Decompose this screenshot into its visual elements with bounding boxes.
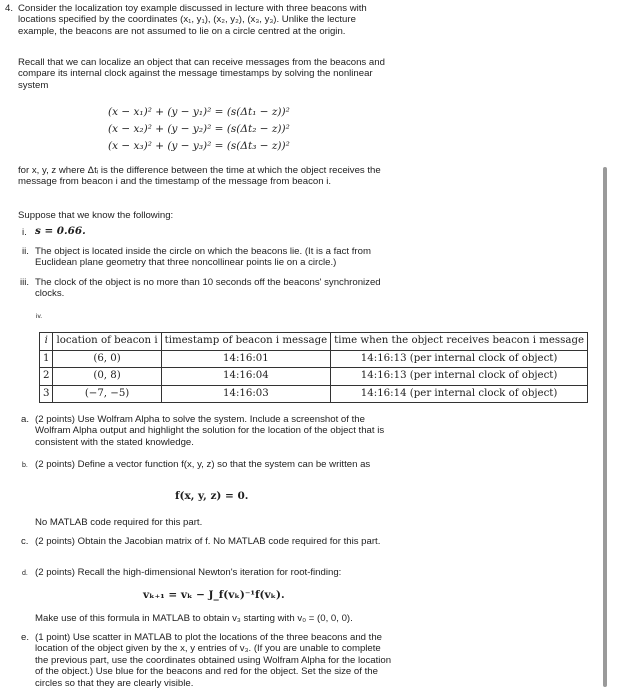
table-cell: 14:16:14 (per internal clock of object) xyxy=(331,385,588,403)
table-header-cell: i xyxy=(40,333,53,351)
part-c-text: (2 points) Obtain the Jacobian matrix of f. No MATLAB code required for this part. xyxy=(35,536,381,547)
table-cell: (0, 8) xyxy=(53,368,161,386)
part-marker: c. xyxy=(21,536,29,547)
fact-marker: ii. xyxy=(22,246,29,257)
part-marker: d. xyxy=(22,570,28,577)
variables-description: for x, y, z where Δtᵢ is the difference between the time at which the object receives the message from beacon i and the timestamp of the message from beacon i. xyxy=(18,165,381,188)
table-cell: 3 xyxy=(40,385,53,403)
table-row xyxy=(40,385,588,403)
table-row xyxy=(40,350,588,368)
table-cell: 14:16:13 (per internal clock of object) xyxy=(331,350,588,368)
table-cell: (6, 0) xyxy=(53,350,161,368)
newton-formula: vₖ₊₁ = vₖ − J_f(vₖ)⁻¹f(vₖ). xyxy=(143,589,285,601)
vertical-scrollbar[interactable] xyxy=(603,167,607,687)
table-row xyxy=(40,368,588,386)
fact-marker: iv. xyxy=(36,313,43,320)
fact-marker: i. xyxy=(22,227,27,238)
fact-marker: iii. xyxy=(20,277,30,288)
table-cell: 14:16:04 xyxy=(161,368,331,386)
fact-item: The clock of the object is no more than 10 seconds off the beacons' synchronized clocks. xyxy=(35,277,381,300)
part-marker: e. xyxy=(21,632,30,643)
equation-1: (x − x₁)² + (y − y₁)² = (s(Δt₁ − z))² xyxy=(108,106,290,118)
table-cell: 14:16:13 (per internal clock of object) xyxy=(331,368,588,386)
part-marker: a. xyxy=(21,414,30,425)
suppose-heading: Suppose that we know the following: xyxy=(18,210,174,221)
question-intro: Consider the localization toy example discussed in lecture with three beacons with locations specified by the coordinates (x₁, y₁), (x₂, y₂), (x₃, y₃). Unlike the lecture example, the beacons are not assumed to lie on a circle centred at the origin. xyxy=(18,3,367,37)
equation-2: (x − x₂)² + (y − y₂)² = (s(Δt₂ − z))² xyxy=(108,123,290,135)
part-b-text: (2 points) Define a vector function f(x, y, z) so that the system can be written as xyxy=(35,459,371,470)
recall-paragraph: Recall that we can localize an object that can receive messages from the beacons and compare its internal clock against the message timestamps by solving the nonlinear system xyxy=(18,57,385,91)
beacon-table xyxy=(39,332,588,403)
table-cell: 2 xyxy=(40,368,53,386)
part-a-text: (2 points) Use Wolfram Alpha to solve the system. Include a screenshot of the Wolfram Alpha output and highlight the solution for the location of the object that is consistent with the stated knowledge. xyxy=(35,414,385,448)
part-d-text: (2 points) Recall the high-dimensional Newton's iteration for root-finding: xyxy=(35,567,342,578)
fact-item: The object is located inside the circle on which the beacons lie. (It is a fact from Euclidean plane geometry that three noncollinear points lie on a circle.) xyxy=(35,246,371,269)
question-number: 4. xyxy=(5,3,14,14)
table-header-cell: location of beacon i xyxy=(53,333,161,351)
fact-item: s = 0.66. xyxy=(35,225,86,237)
equation-3: (x − x₃)² + (y − y₃)² = (s(Δt₃ − z))² xyxy=(108,140,290,152)
part-b-note: No MATLAB code required for this part. xyxy=(35,517,203,528)
table-cell: (−7, −5) xyxy=(53,385,161,403)
part-e-text: (1 point) Use scatter in MATLAB to plot the locations of the three beacons and the location of the object given by the x, y entries of v₃. (If you are unable to complete the previous part, use the coordinates obtained using Wolfram Alpha for the location of the object.) Use blue for the beacons and red for the object. Set the size of the circles so that they are clearly visible. xyxy=(35,632,392,689)
table-header-row xyxy=(40,333,588,351)
part-d-note: Make use of this formula in MATLAB to obtain v₃ starting with v₀ = (0, 0, 0). xyxy=(35,613,353,624)
vector-equation: f(x, y, z) = 0. xyxy=(175,490,249,502)
table-cell: 14:16:03 xyxy=(161,385,331,403)
part-marker: b. xyxy=(22,462,28,469)
table-cell: 1 xyxy=(40,350,53,368)
table-header-cell: time when the object receives beacon i message xyxy=(331,333,588,351)
table-header-cell: timestamp of beacon i message xyxy=(161,333,331,351)
table-cell: 14:16:01 xyxy=(161,350,331,368)
